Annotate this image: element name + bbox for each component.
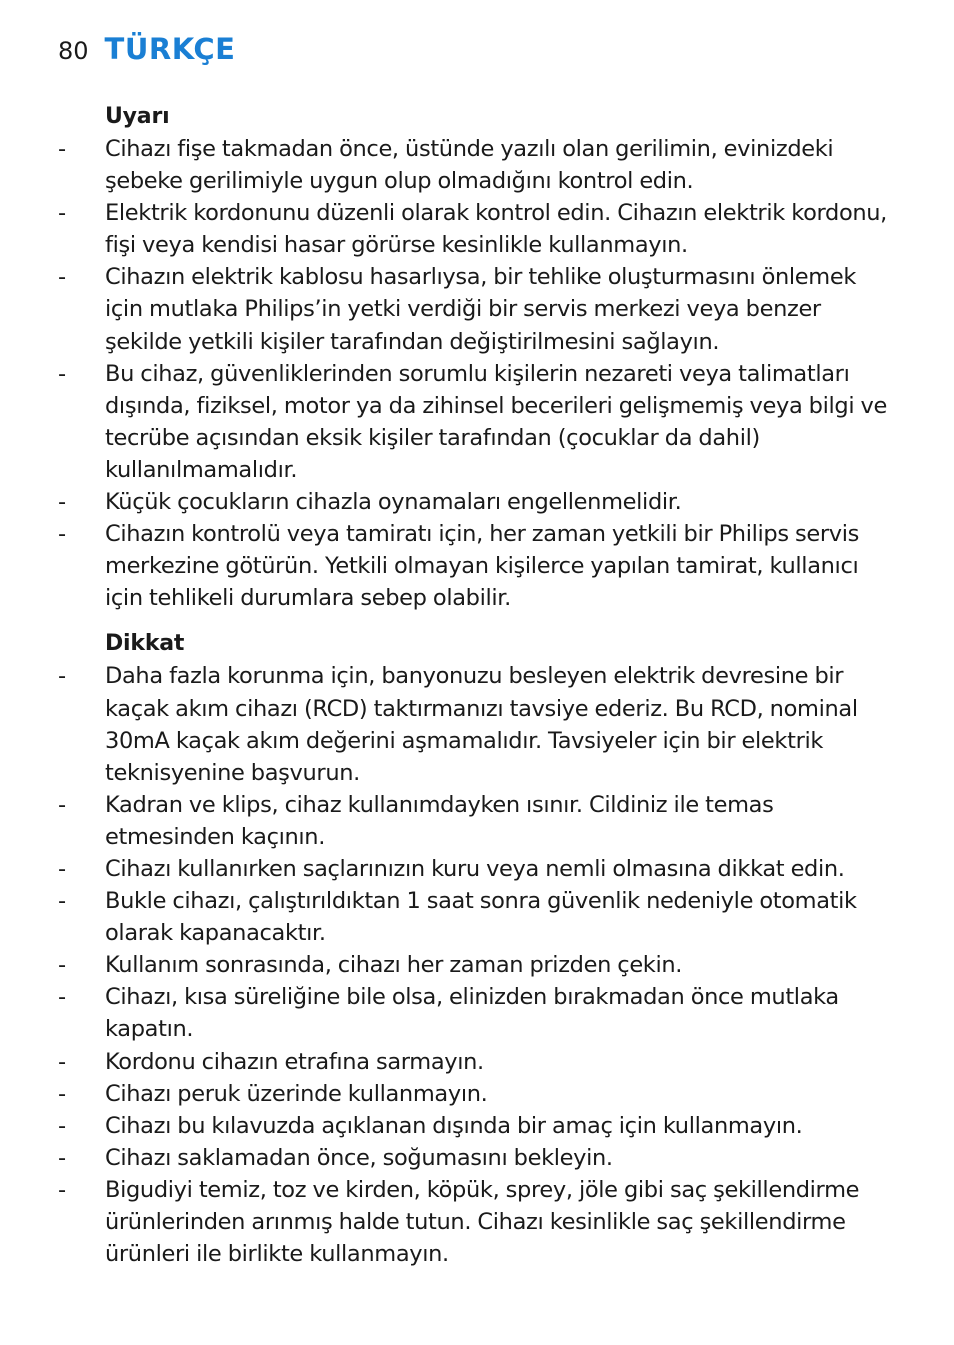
- page-header: [58, 32, 235, 72]
- list-item: - Kordonu cihazın etrafına sarmayın.: [58, 1048, 484, 1075]
- language-title: TÜRKÇE: [104, 32, 236, 66]
- list-item: - Cihazın kontrolü veya tamiratı için, her zaman yetkili bir Philips servis merkezine götürün. Yetkili olmayan kişilerce yapılan tamirat, kullanıcı için tehlikeli durumlara sebep olabilir.: [58, 521, 860, 612]
- warning-list: [0, 133, 954, 614]
- list-item: - Bigudiyi temiz, toz ve kirden, köpük, sprey, jöle gibi saç şekillendirme ürünlerinden arınmış halde tutun. Cihazı kesinlikle saç şekillendirme ürünleri ile birlikte kullanmayın.: [58, 1176, 860, 1268]
- list-item: - Kullanım sonrasında, cihazı her zaman prizden çekin.: [58, 952, 683, 979]
- list-item: - Cihazı peruk üzerinde kullanmayın.: [58, 1080, 488, 1107]
- list-item: - Bukle cihazı, çalıştırıldıktan 1 saat sonra güvenlik nedeniyle otomatik olarak kapanacaktır.: [58, 888, 857, 947]
- warning-section: [0, 101, 954, 614]
- list-item: - Kadran ve klips, cihaz kullanımdayken ısınır. Cildiniz ile temas etmesinden kaçının.: [58, 791, 774, 850]
- page-number: 80: [58, 37, 89, 65]
- list-item: - Cihazın elektrik kablosu hasarlıysa, bir tehlike oluşturmasını önlemek için mutlaka Philips’in yetki verdiği bir servis merkezi veya benzer şekilde yetkili kişiler tarafından değiştirilmesini sağlayın.: [58, 264, 857, 355]
- list-item: - Elektrik kordonunu düzenli olarak kontrol edin. Cihazın elektrik kordonu, fişi veya kendisi hasar görürse kesinlikle kullanmayın.: [58, 200, 887, 259]
- section-heading-caution: Dikkat: [105, 631, 185, 657]
- list-item: - Küçük çocukların cihazla oynamaları engellenmelidir.: [58, 489, 682, 516]
- caution-list: [0, 660, 954, 1270]
- list-item: - Cihazı bu kılavuzda açıklanan dışında bir amaç için kullanmayın.: [58, 1112, 803, 1139]
- page-content: [0, 101, 954, 1284]
- list-item: - Cihazı fişe takmadan önce, üstünde yazılı olan gerilimin, evinizdeki şebeke gerilimiyle uygun olup olmadığını kontrol edin.: [58, 136, 834, 195]
- list-item: - Bu cihaz, güvenliklerinden sorumlu kişilerin nezareti veya talimatları dışında, fiziksel, motor ya da zihinsel becerileri gelişmemiş veya bilgi ve tecrübe açısından eksik kişiler tarafından (çocuklar da dahil) kullanılmamalıdır.: [58, 360, 888, 483]
- list-item: - Cihazı saklamadan önce, soğumasını bekleyin.: [58, 1144, 613, 1171]
- caution-section: [0, 628, 954, 1270]
- list-item: - Cihazı kullanırken saçlarınızın kuru veya nemli olmasına dikkat edin.: [58, 855, 845, 882]
- section-heading-warning: Uyarı: [105, 104, 170, 129]
- list-item: - Cihazı, kısa süreliğine bile olsa, elinizden bırakmadan önce mutlaka kapatın.: [58, 984, 839, 1043]
- list-item: - Daha fazla korunma için, banyonuzu besleyen elektrik devresine bir kaçak akım cihazı (RCD) taktırmanızı tavsiye ederiz. Bu RCD, nominal 30mA kaçak akım değerini aşmamalıdır. Tavsiyeler için bir elektrik teknisyenine başvurun.: [58, 663, 858, 786]
